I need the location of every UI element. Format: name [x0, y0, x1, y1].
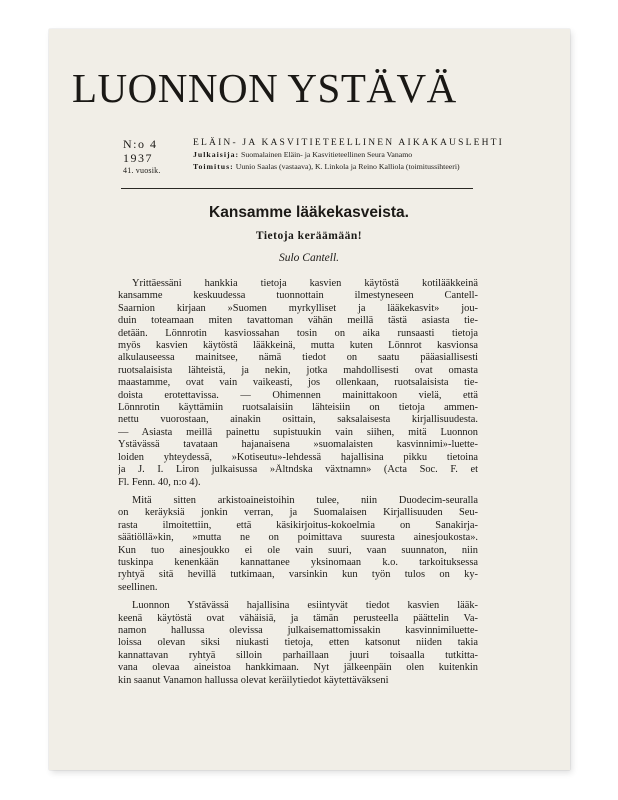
text-line: säätiöllä»kin, »mutta ne on poimittava suuresta ainesjoukosta». [118, 532, 478, 544]
text-line: Yrittäessäni hankkia tietoja kasvien käytöstä kotilääkkeinä [132, 278, 478, 289]
text-line: ryhtyä sitä hevillä tutkimaan, varsinkin kun työn tulos on ky- [118, 569, 478, 581]
publisher-row [193, 149, 504, 161]
text-line: Lönnrotin käyttämiin ruotsalaisiin lähteisiin on tietoja ammen- [118, 402, 478, 414]
article-subtitle: Tietoja keräämään! [255, 230, 363, 242]
text-line: Kun tuo ainesjoukko ei ole vain suuri, vaan suunnaton, niin [118, 544, 478, 556]
article-body [118, 278, 478, 687]
publisher-label: Julkaisija: [193, 150, 240, 159]
text-line: loiden yhteydessä, »Kotiseutu»-lehdessä hajallisina pikku tietoina [118, 451, 478, 463]
text-line: Fl. Fenn. 40, n:o 4). [118, 476, 201, 488]
article-author: Sulo Cantell. [278, 252, 340, 264]
text-line: maastamme, ovat vain vaikeasti, jos ollenkaan, ruotsalaisista tie- [118, 377, 478, 389]
journal-subtitle: ELÄIN- JA KASVITIETEELLINEN AIKAKAUSLEHTI [193, 138, 505, 148]
article-paragraph [118, 495, 478, 594]
text-line: duin toteamaan miten tavattoman vähän meillä tästä asiasta tie- [118, 315, 478, 327]
article-paragraph [118, 600, 478, 687]
editors-row [193, 161, 504, 173]
text-line: ruotsalaisista lähteistä, ja nekin, jotka mahdollisesti ovat omasta [118, 364, 478, 376]
masthead-rule [121, 188, 473, 189]
text-line: kansamme keskuudessa tuonnottain ilmestyneseen Cantell- [118, 290, 478, 302]
text-line: ja J. I. Liron julkaisussa »Ältndska växtnamn» (Acta Soc. F. et [118, 464, 478, 476]
text-line: alkulauseessa mainitsee, nämä tiedot on saatu pääasiallisesti [118, 352, 478, 364]
volume-label: 41. vuosik. [123, 166, 161, 175]
publisher-name: Suomalainen Eläin- ja Kasvitieteellinen Seura Vanamo [241, 150, 413, 159]
journal-title: LUONNON YSTÄVÄ [72, 65, 457, 111]
issue-number: N:o 4 [123, 137, 158, 151]
text-line: Mitä sitten arkistoaineistoihin tulee, niin Duodecim-seuralla [132, 494, 478, 506]
text-line: loissa olevan siksi niukasti tietoja, etten katsonut niiden takia [118, 637, 478, 649]
text-line: namon hallussa olevissa julkaisemattomissakin kasvinnimiluette- [118, 624, 478, 636]
text-line: keenä käytöstä ovat vähäisiä, ja tämän perusteella päättelin Va- [118, 612, 478, 624]
article-paragraph [118, 278, 478, 489]
text-line: — Asiasta meillä painettu supistuukin vain siihen, mitä Luonnon [118, 426, 478, 438]
text-line: doista erotettavissa. — Ohimennen mainittakoon vielä, että [118, 389, 478, 401]
issue-info [123, 137, 161, 177]
text-line: detään. Lönnrotin kasviossahan tosin on aika runsaasti tietoja [118, 327, 478, 339]
text-line: Ystävässä tavataan hajanaisena »suomalaisten kasvinnimi»-luette- [118, 439, 478, 451]
text-line: Luonnon Ystävässä hajallisina esiintyvät tiedot kasvien lääk- [132, 600, 478, 612]
text-line: tuskinpa kenenkään kannattanee yksinomaan k.o. tarkoituksessa [118, 556, 478, 568]
article-title: Kansamme lääkekasveista. [209, 204, 409, 221]
editors-names: Uunio Saalas (vastaava), K. Linkola ja Reino Kalliola (toimitussihteeri) [235, 162, 460, 171]
text-line: kin saanut Vanamon hallussa olevat keräilytiedot käytettäväkseni [118, 674, 389, 686]
text-line: seellinen. [118, 581, 158, 593]
issue-year: 1937 [123, 151, 153, 165]
text-line: kannattavan ryhtyä silloin parhaillaan juuri toisaalla tutkitta- [118, 649, 478, 661]
text-line: Saarnion kirjaan »Suomen myrkylliset ja lääkekasvit» jou- [118, 302, 478, 314]
text-line: nettu vuorostaan, ainakin osittain, saksalaisesta kirjallisuudesta. [118, 414, 478, 426]
editors-label: Toimitus: [193, 162, 234, 171]
text-line: rasta ilmoitettiin, että käsikirjoitus-kokoelmia on Sanakirja- [118, 519, 478, 531]
text-line: vana olevaa aineistoa hankkimaan. Nyt jälkeenpäin olen kuitenkin [118, 662, 478, 674]
text-line: myös kasvien käytöstä lääkkeinä, mutta kuten Lönnrot kasvionsa [118, 340, 478, 352]
masthead-info [193, 137, 504, 173]
text-line: on keräyksiä jonkin verran, ja Suomalaisen Kirjallisuuden Seu- [118, 507, 478, 519]
